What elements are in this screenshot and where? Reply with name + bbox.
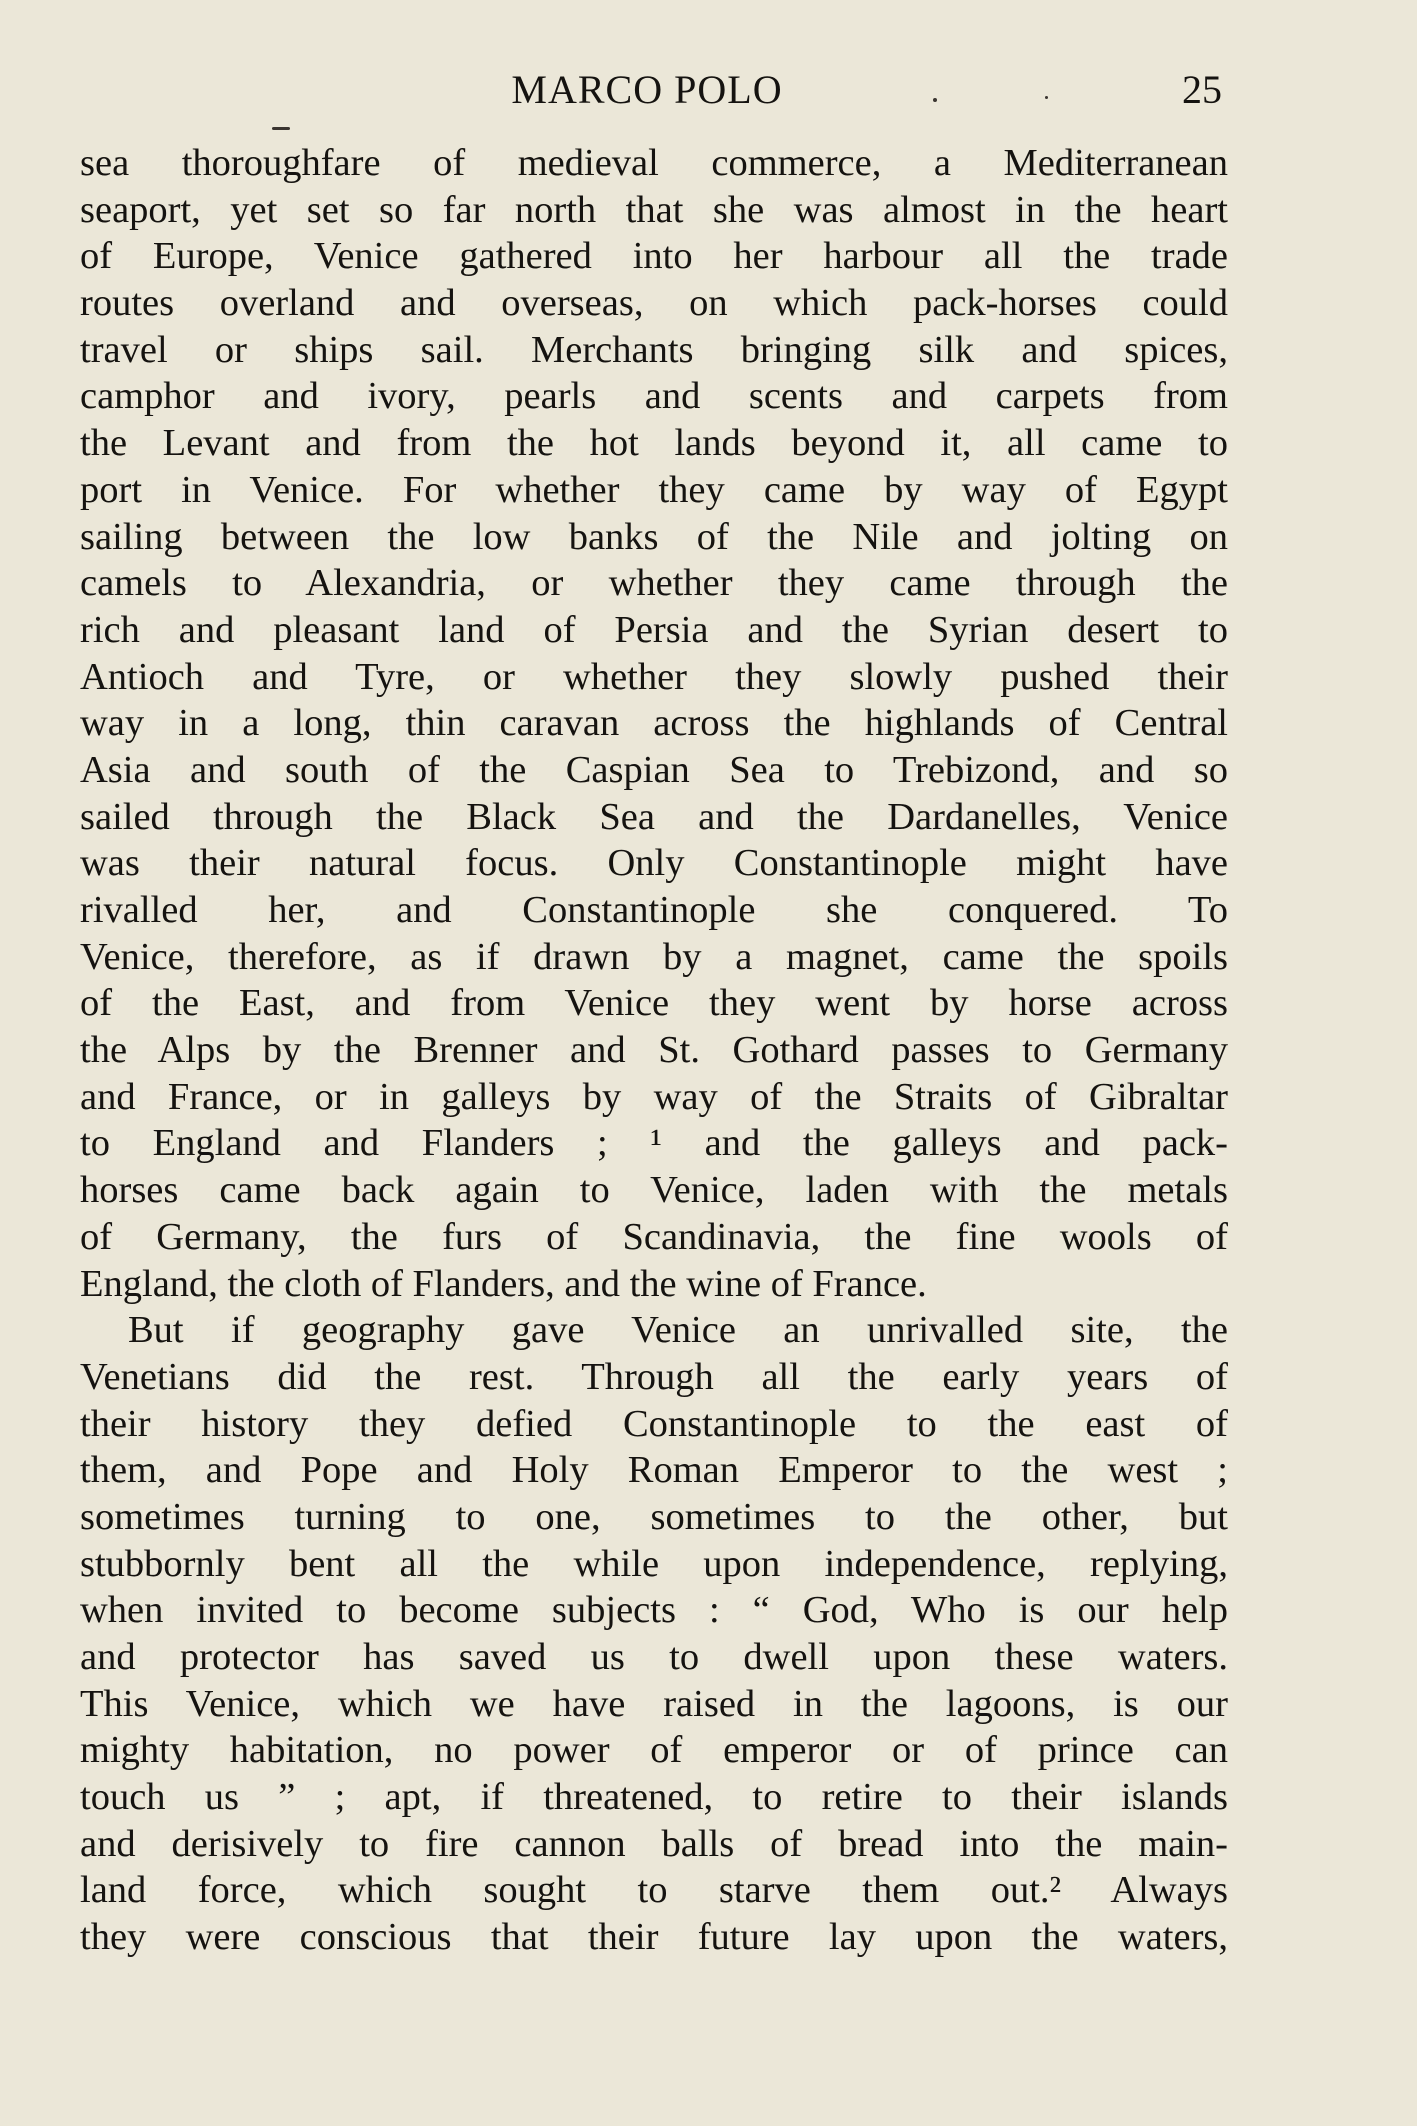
text-line: Antioch and Tyre, or whether they slowly pushed their — [80, 655, 1228, 698]
text-line: they were conscious that their future lay upon the waters, — [80, 1916, 1228, 1959]
text-line: the Alps by the Brenner and St. Gothard passes to Germany — [80, 1029, 1228, 1072]
text-line: camels to Alexandria, or whether they came through the — [80, 562, 1228, 605]
text-line: mighty habitation, no power of emperor or of prince can — [80, 1729, 1228, 1772]
running-title: MARCO POLO — [511, 67, 783, 112]
text-line: and protector has saved us to dwell upon these waters. — [80, 1636, 1228, 1678]
text-line: of Germany, the furs of Scandinavia, the fine wools of — [80, 1215, 1228, 1258]
text-line: of Europe, Venice gathered into her harbour all the trade — [80, 235, 1228, 278]
text-line: sometimes turning to one, sometimes to the other, but — [80, 1495, 1228, 1538]
text-line: routes overland and overseas, on which pack-horses could — [80, 282, 1228, 325]
text-line: rivalled her, and Constantinople she conquered. To — [80, 889, 1228, 931]
paragraph-start-line: But if geography gave Venice an unrivalled site, the — [128, 1309, 1228, 1352]
text-line: and derisively to fire cannon balls of bread into the main- — [80, 1822, 1228, 1865]
text-line: camphor and ivory, pearls and scents and carpets from — [80, 375, 1228, 418]
ink-speck — [1045, 96, 1048, 99]
text-line: them, and Pope and Holy Roman Emperor to the west ; — [80, 1449, 1228, 1492]
text-line: horses came back again to Venice, laden with the metals — [80, 1169, 1228, 1212]
ink-speck — [272, 127, 290, 130]
text-line: This Venice, which we have raised in the lagoons, is our — [80, 1682, 1228, 1725]
text-line: rich and pleasant land of Persia and the Syrian desert to — [80, 608, 1228, 651]
text-line: land force, which sought to starve them out.² Always — [80, 1869, 1228, 1912]
paragraph-end-line: England, the cloth of Flanders, and the wine of France. — [80, 1262, 927, 1305]
text-line: sailed through the Black Sea and the Dardanelles, Venice — [80, 795, 1228, 838]
text-line: sea thoroughfare of medieval commerce, a Mediterranean — [80, 142, 1228, 184]
text-line: stubbornly bent all the while upon independence, replying, — [80, 1542, 1228, 1585]
text-line: port in Venice. For whether they came by way of Egypt — [80, 468, 1228, 511]
text-line: sailing between the low banks of the Nile and jolting on — [80, 515, 1228, 558]
text-line: when invited to become subjects : “ God, Who is our help — [80, 1589, 1228, 1632]
text-line: to England and Flanders ; ¹ and the galleys and pack- — [80, 1122, 1228, 1165]
ink-speck — [933, 98, 937, 102]
text-line: the Levant and from the hot lands beyond it, all came to — [80, 422, 1228, 465]
text-line: travel or ships sail. Merchants bringing silk and spices, — [80, 328, 1228, 371]
text-line: Venice, therefore, as if drawn by a magnet, came the spoils — [80, 935, 1228, 978]
text-line: Venetians did the rest. Through all the early years of — [80, 1355, 1228, 1398]
running-header — [0, 64, 1417, 116]
text-line: their history they defied Constantinople to the east of — [80, 1402, 1228, 1445]
text-line: and France, or in galleys by way of the Straits of Gibraltar — [80, 1075, 1228, 1118]
page-number: 25 — [1182, 67, 1222, 112]
text-line: was their natural focus. Only Constantinople might have — [80, 842, 1228, 885]
text-line: Asia and south of the Caspian Sea to Trebizond, and so — [80, 748, 1228, 791]
text-line: way in a long, thin caravan across the highlands of Central — [80, 702, 1228, 745]
text-line: touch us ” ; apt, if threatened, to retire to their islands — [80, 1776, 1228, 1819]
text-line: seaport, yet set so far north that she was almost in the heart — [80, 188, 1228, 231]
body-text — [80, 140, 1228, 1961]
text-line: of the East, and from Venice they went by horse across — [80, 982, 1228, 1025]
